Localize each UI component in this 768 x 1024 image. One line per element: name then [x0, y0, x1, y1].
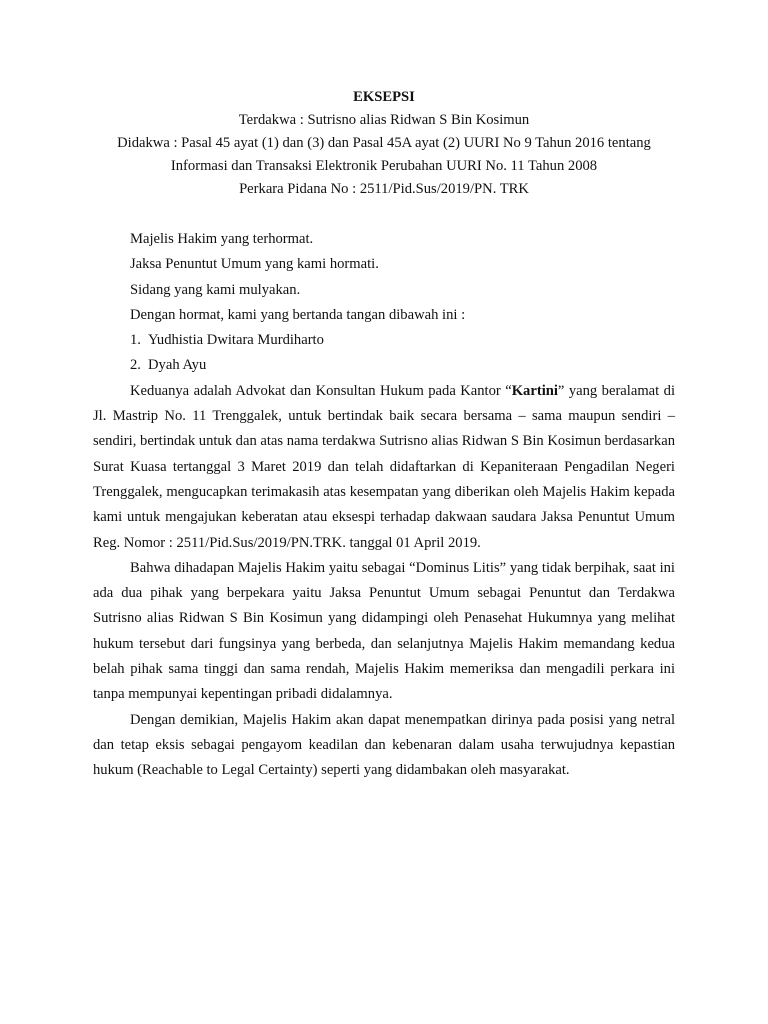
- didakwa-line-2: Informasi dan Transaksi Elektronik Perubahan UURI No. 11 Tahun 2008: [170, 158, 598, 174]
- paragraph-conclusion: Dengan demikian, Majelis Hakim akan dapat menempatkan dirinya pada posisi yang netral dan tetap eksis sebagai pengayom keadilan dan kebenaran dalam usaha terwujudnya kepastian hukum (Reachable to Legal Certainty) seperti yang didambakan oleh masyarakat.: [93, 711, 675, 779]
- document-body: [93, 379, 675, 784]
- greeting-sidang: Sidang yang kami mulyakan.: [130, 281, 301, 298]
- document-page: [93, 86, 675, 784]
- perkara-line: Perkara Pidana No : 2511/Pid.Sus/2019/PN. TRK: [239, 181, 529, 197]
- greeting-majelis: Majelis Hakim yang terhormat.: [130, 231, 314, 247]
- advocate-name: Dyah Ayu: [148, 357, 207, 374]
- list-item: [130, 328, 675, 353]
- list-item: [130, 353, 675, 378]
- greeting-opening: Dengan hormat, kami yang bertanda tangan dibawah ini :: [130, 306, 466, 323]
- list-number: 1.: [130, 332, 141, 349]
- didakwa-line-1: Didakwa : Pasal 45 ayat (1) dan (3) dan Pasal 45A ayat (2) UURI No 9 Tahun 2016 tentang: [117, 135, 651, 151]
- terdakwa-line: Terdakwa : Sutrisno alias Ridwan S Bin Kosimun: [238, 112, 530, 128]
- office-name: Kartini: [511, 382, 558, 399]
- paragraph-dominus-litis: Bahwa dihadapan Majelis Hakim yaitu sebagai “Dominus Litis” yang tidak berpihak, saat ini ada dua pihak yang berpekara yaitu Jaksa Penuntut Umum sebagai Penuntut dan Terdakwa Sutrisno alias Ridwan S Bin Kosimun yang didampingi oleh Penasehat Hukumnya yang melihat hukum tersebut dari fungsinya yang berbeda, dan selanjutnya Majelis Hakim memandang kedua belah pihak sama tinggi dan sama rendah, Majelis Hakim memeriksa dan mengadili perkara ini tanpa mempunyai kepentingan pribadi didalamnya.: [93, 559, 675, 703]
- advocate-name: Yudhistia Dwitara Murdiharto: [148, 332, 324, 349]
- document-title: EKSEPSI: [353, 89, 415, 105]
- document-heading: [93, 86, 675, 201]
- paragraph-advocates: [93, 379, 675, 556]
- greetings-block: [93, 227, 675, 328]
- greeting-jaksa: Jaksa Penuntut Umum yang kami hormati.: [130, 256, 379, 273]
- advocate-list: [93, 328, 675, 379]
- paragraph-text: ” yang beralamat di Jl. Mastrip No. 11 Trenggalek, untuk bertindak baik secara bersama – sama maupun sendiri – sendiri, bertindak untuk dan atas nama terdakwa Sutrisno alias Ridwan S Bin Kosimun berdasarkan Surat Kuasa tertanggal 3 Maret 2019 dan telah didaftarkan di Kepaniteraan Pengadilan Negeri Trenggalek, mengucapkan terimakasih atas kesempatan yang diberikan oleh Majelis Hakim kepada kami untuk mengajukan keberatan atau eksespi terhadap dakwaan saudara Jaksa Penuntut Umum Reg. Nomor : 2511/Pid.Sus/2019/PN.TRK. tanggal 01 April 2019.: [93, 382, 676, 551]
- paragraph-text: Keduanya adalah Advokat dan Konsultan Hukum pada Kantor “: [130, 382, 512, 399]
- list-number: 2.: [130, 357, 141, 374]
